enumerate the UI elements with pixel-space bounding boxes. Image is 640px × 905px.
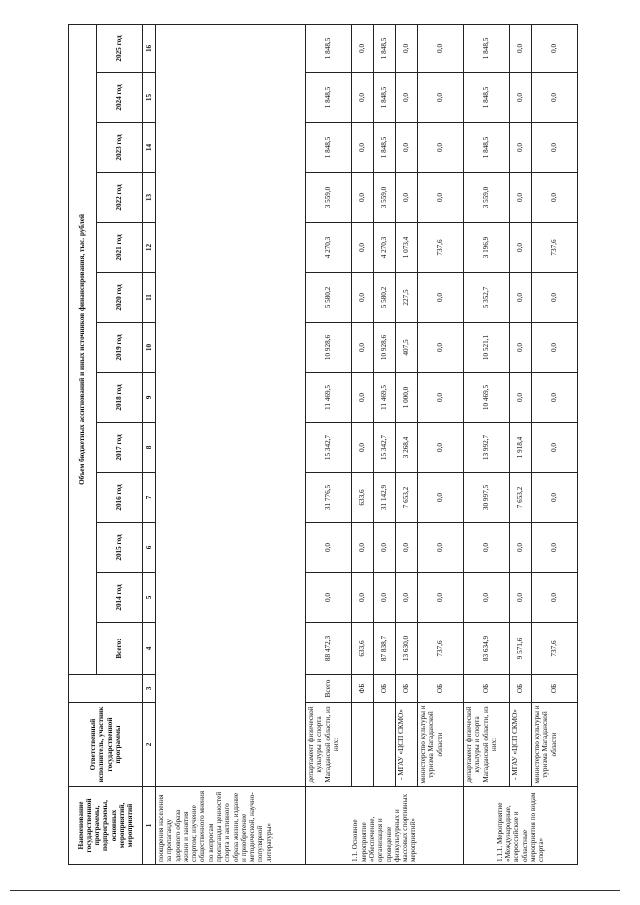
year-value-cell: 1 918,4 (510, 423, 532, 473)
year-value-cell: 13 992,7 (464, 423, 510, 473)
year-value-cell: 5 580,2 (306, 273, 352, 323)
header-year: 2022 год (97, 173, 143, 223)
header-year: 2025 год (97, 24, 143, 72)
year-value-cell: 31 776,5 (306, 473, 352, 523)
bottom-rule (10, 890, 620, 891)
year-value-cell: 0,0 (352, 73, 374, 123)
header-year: 2024 год (97, 73, 143, 123)
table-row (352, 24, 374, 864)
index-cell: 14 (143, 123, 156, 173)
year-value-cell: 0,0 (352, 173, 374, 223)
year-value-cell: 0,0 (510, 24, 532, 72)
table-row (306, 24, 352, 864)
table-row (374, 24, 396, 864)
header-year: 2020 год (97, 273, 143, 323)
intro-empty-cell (156, 24, 306, 786)
table-row (510, 24, 532, 864)
intro-row (156, 24, 306, 864)
total-value-cell: 88 472,3 (306, 623, 352, 675)
year-value-cell: 0,0 (510, 523, 532, 573)
year-value-cell: 0,0 (418, 473, 464, 523)
index-cell: 8 (143, 423, 156, 473)
executor-cell (374, 703, 396, 787)
year-value-cell: 3 559,0 (464, 173, 510, 223)
table-row (464, 24, 510, 864)
year-value-cell: 1 848,5 (464, 123, 510, 173)
header-year: 2023 год (97, 123, 143, 173)
year-value-cell: 0,0 (510, 73, 532, 123)
year-value-cell: 1 848,5 (374, 73, 396, 123)
year-value-cell: 0,0 (532, 173, 578, 223)
index-cell: 16 (143, 24, 156, 72)
year-value-cell: 0,0 (396, 24, 418, 72)
year-value-cell: 0,0 (510, 373, 532, 423)
year-value-cell: 0,0 (396, 573, 418, 623)
header-funding-group: Объем бюджетных ассигнований и иных источников финансирования, тыс. рублей (69, 24, 97, 674)
year-value-cell: 30 997,5 (464, 473, 510, 523)
year-value-cell: 0,0 (510, 223, 532, 273)
year-value-cell: 0,0 (464, 523, 510, 573)
index-cell: 4 (143, 623, 156, 675)
total-value-cell: 87 838,7 (374, 623, 396, 675)
index-cell: 10 (143, 323, 156, 373)
executor-cell: департамент физической культуры и спорта Магаданской области, из них: (306, 703, 352, 787)
header-executor: Ответственный исполнитель, участник государственной программы (69, 703, 143, 787)
year-value-cell: 5 352,7 (464, 273, 510, 323)
year-value-cell: 3 559,0 (306, 173, 352, 223)
table-row (532, 24, 578, 864)
year-value-cell: 0,0 (396, 123, 418, 173)
year-value-cell: 0,0 (532, 123, 578, 173)
year-value-cell: 11 469,5 (306, 373, 352, 423)
year-value-cell: 0,0 (418, 123, 464, 173)
source-cell: ОБ (532, 675, 578, 703)
source-cell: ОБ (510, 675, 532, 703)
year-value-cell: 0,0 (510, 123, 532, 173)
year-value-cell: 4 270,3 (306, 223, 352, 273)
year-value-cell: 1 848,5 (306, 123, 352, 173)
index-cell: 1 (143, 787, 156, 865)
year-value-cell: 1 848,5 (306, 73, 352, 123)
year-value-cell: 0,0 (532, 373, 578, 423)
source-cell: ОБ (464, 675, 510, 703)
year-value-cell: 15 342,7 (374, 423, 396, 473)
total-value-cell: 633,6 (352, 623, 374, 675)
year-value-cell: 0,0 (510, 273, 532, 323)
year-value-cell: 0,0 (418, 73, 464, 123)
year-value-cell: 1 000,0 (396, 373, 418, 423)
year-value-cell: 10 469,5 (464, 373, 510, 423)
year-value-cell: 0,0 (374, 573, 396, 623)
year-value-cell: 0,0 (418, 273, 464, 323)
table-row (396, 24, 418, 864)
year-value-cell: 227,5 (396, 273, 418, 323)
source-cell: Всего (306, 675, 352, 703)
year-value-cell: 7 653,2 (510, 473, 532, 523)
year-value-cell: 7 653,2 (396, 473, 418, 523)
year-value-cell: 0,0 (532, 273, 578, 323)
year-value-cell: 31 142,9 (374, 473, 396, 523)
year-value-cell: 0,0 (510, 323, 532, 373)
year-value-cell: 0,0 (352, 373, 374, 423)
total-value-cell: 83 634,9 (464, 623, 510, 675)
year-value-cell: 0,0 (532, 523, 578, 573)
executor-cell: министерство культуры и туризма Магаданской области (532, 703, 578, 787)
index-cell: 2 (143, 703, 156, 787)
index-cell: 5 (143, 573, 156, 623)
index-cell: 12 (143, 223, 156, 273)
year-value-cell: 0,0 (464, 573, 510, 623)
year-value-cell: 1 848,5 (374, 24, 396, 72)
header-year: 2015 год (97, 523, 143, 573)
year-value-cell: 5 580,2 (374, 273, 396, 323)
year-value-cell: 0,0 (510, 573, 532, 623)
year-value-cell: 0,0 (532, 24, 578, 72)
total-value-cell: 737,6 (418, 623, 464, 675)
year-value-cell: 0,0 (374, 523, 396, 573)
year-value-cell: 0,0 (352, 523, 374, 573)
year-value-cell: 633,6 (352, 473, 374, 523)
year-value-cell: 0,0 (418, 573, 464, 623)
year-value-cell: 0,0 (532, 473, 578, 523)
header-name: Наименование государственной программы, подпрограммы, основных мероприятий, мероприятий (69, 787, 143, 865)
year-value-cell: 1 848,5 (464, 73, 510, 123)
header-year: 2016 год (97, 473, 143, 523)
index-cell: 3 (143, 675, 156, 703)
year-value-cell: 0,0 (352, 273, 374, 323)
source-cell: ОБ (396, 675, 418, 703)
year-value-cell: 1 848,5 (464, 24, 510, 72)
year-value-cell: 0,0 (396, 73, 418, 123)
index-cell: 9 (143, 373, 156, 423)
year-value-cell: 0,0 (352, 573, 374, 623)
year-value-cell: 407,5 (396, 323, 418, 373)
year-value-cell: 0,0 (532, 323, 578, 373)
total-value-cell: 737,6 (532, 623, 578, 675)
year-value-cell: 0,0 (418, 373, 464, 423)
index-cell: 7 (143, 473, 156, 523)
funding-table (68, 24, 578, 865)
header-total: Всего: (97, 623, 143, 675)
year-value-cell: 3 268,4 (396, 423, 418, 473)
year-value-cell: 0,0 (532, 573, 578, 623)
executor-cell: департамент физической культуры и спорта Магаданской области, из них: (464, 703, 510, 787)
year-value-cell: 0,0 (418, 323, 464, 373)
year-value-cell: 0,0 (532, 423, 578, 473)
year-value-cell: 0,0 (396, 523, 418, 573)
executor-cell: - МГАУ «ЦСП СКМО» (396, 703, 418, 787)
total-value-cell: 13 630,0 (396, 623, 418, 675)
year-value-cell: 0,0 (510, 173, 532, 223)
year-value-cell: 11 469,5 (374, 373, 396, 423)
event-name: 1.1.1. Мероприятие «Международные, всероссийские и областные мероприятия по видам спорта» (464, 787, 578, 865)
index-cell: 13 (143, 173, 156, 223)
rotated-content (60, 15, 580, 875)
year-value-cell: 0,0 (352, 323, 374, 373)
year-value-cell: 0,0 (532, 73, 578, 123)
year-value-cell: 10 928,6 (374, 323, 396, 373)
header-year: 2018 год (97, 373, 143, 423)
executor-cell: министерство культуры и туризма Магаданской области (418, 703, 464, 787)
index-row (143, 24, 156, 864)
year-value-cell: 0,0 (306, 573, 352, 623)
source-cell: ОБ (374, 675, 396, 703)
executor-cell: - МГАУ «ЦСП СКМО» (510, 703, 532, 787)
header-year: 2021 год (97, 223, 143, 273)
index-cell: 11 (143, 273, 156, 323)
year-value-cell: 0,0 (352, 24, 374, 72)
year-value-cell: 1 073,4 (396, 223, 418, 273)
year-value-cell: 737,6 (532, 223, 578, 273)
header-source (69, 675, 143, 703)
year-value-cell: 3 196,9 (464, 223, 510, 273)
executor-cell (352, 703, 374, 787)
table-body (143, 24, 578, 864)
year-value-cell: 0,0 (418, 24, 464, 72)
year-value-cell: 1 848,5 (306, 24, 352, 72)
year-value-cell: 10 521,1 (464, 323, 510, 373)
year-value-cell: 0,0 (396, 173, 418, 223)
header-year: 2019 год (97, 323, 143, 373)
intro-text: поощрения населения за пропаганду здорового образа жизни и занятия спортом; изучение общественного мнения по вопросам пропаганды ценностей спорта и активного образа жизни, издание и приобретение методической, научно-популярной литературы» (156, 787, 306, 865)
year-value-cell: 0,0 (352, 123, 374, 173)
year-value-cell: 0,0 (352, 423, 374, 473)
year-value-cell: 0,0 (418, 523, 464, 573)
index-cell: 15 (143, 73, 156, 123)
year-value-cell: 0,0 (418, 423, 464, 473)
total-value-cell: 9 571,6 (510, 623, 532, 675)
year-value-cell: 0,0 (306, 523, 352, 573)
header-year: 2014 год (97, 573, 143, 623)
year-value-cell: 0,0 (352, 223, 374, 273)
year-value-cell: 3 559,0 (374, 173, 396, 223)
year-value-cell: 15 342,7 (306, 423, 352, 473)
event-name: 1.1. Основное мероприятие «Обеспечение, организация и проведение физкультурных и массовых спортивных мероприятий» (306, 787, 464, 865)
year-value-cell: 0,0 (418, 173, 464, 223)
year-value-cell: 4 270,3 (374, 223, 396, 273)
source-cell: ФБ (352, 675, 374, 703)
source-cell: ОБ (418, 675, 464, 703)
year-value-cell: 1 848,5 (374, 123, 396, 173)
table-row (418, 24, 464, 864)
header-year: 2017 год (97, 423, 143, 473)
year-value-cell: 737,6 (418, 223, 464, 273)
index-cell: 6 (143, 523, 156, 573)
year-value-cell: 10 928,6 (306, 323, 352, 373)
